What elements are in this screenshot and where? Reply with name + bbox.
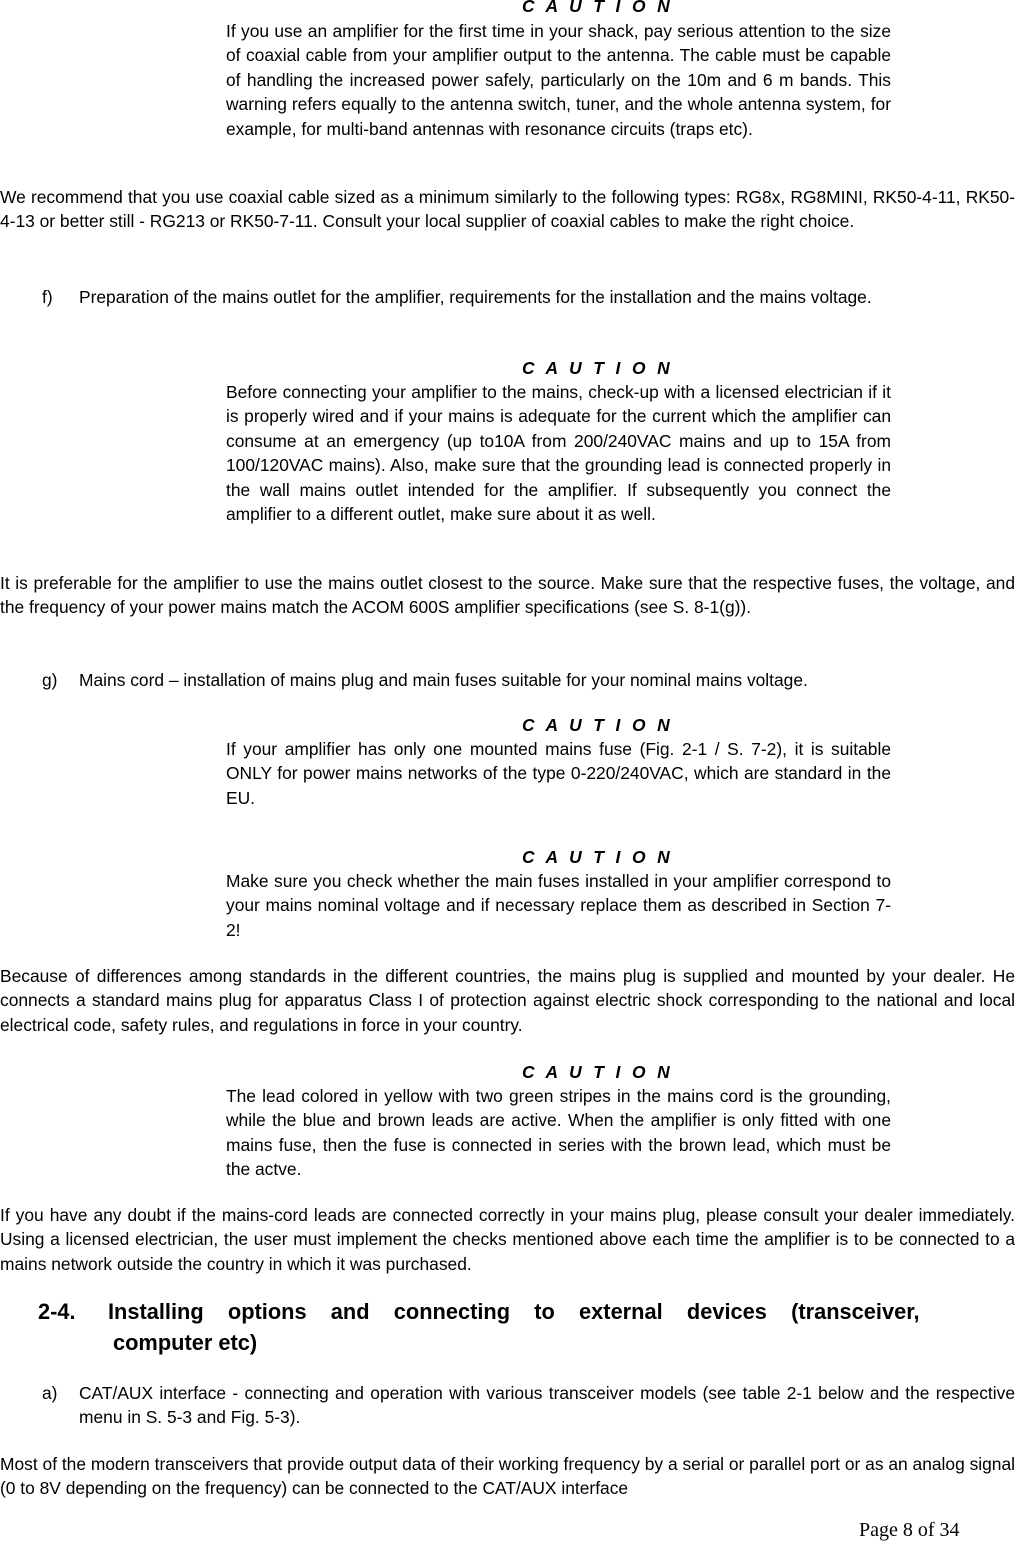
paragraph-mains-cord-doubt: If you have any doubt if the mains-cord leads are connected correctly in your mains plug, please consult your dealer immediately. Using a licensed electrician, the user must implement the checks mentioned above each time the amplifier is to be connected to a mains network outside the country in which it was purchased. bbox=[0, 1205, 1015, 1274]
caution-title: C A U T I O N bbox=[522, 1062, 674, 1082]
list-item-label-a: a) bbox=[42, 1383, 58, 1403]
paragraph-mains-outlet: It is preferable for the amplifier to use the mains outlet closest to the source. Make sure that the respective fuses, the voltage, and the frequency of your power mains match the ACOM 600S amplifier specifications (see S. 8-1(g)). bbox=[0, 573, 1015, 618]
caution-title: C A U T I O N bbox=[522, 847, 674, 867]
page-number: Page 8 of 34 bbox=[859, 1519, 960, 1541]
caution-title: C A U T I O N bbox=[522, 0, 674, 16]
section-number: 2-4. bbox=[38, 1299, 76, 1324]
paragraph-mains-plug: Because of differences among standards in the different countries, the mains plug is supplied and mounted by your dealer. He connects a standard mains plug for apparatus Class I of protection against electric shock corresponding to the national and local electrical code, safety rules, and regulations in force in your country. bbox=[0, 966, 1015, 1035]
list-item-text-f: Preparation of the mains outlet for the amplifier, requirements for the installation and the mains voltage. bbox=[79, 287, 872, 307]
section-heading-line2: computer etc) bbox=[113, 1330, 258, 1355]
caution-text-coax: If you use an amplifier for the first time in your shack, pay serious attention to the size of coaxial cable from your amplifier output to the antenna. The cable must be capable of handling the increased power safely, particularly on the 10m and 6 m bands. This warning refers equally to the antenna switch, tuner, and the whole antenna system, for example, for multi-band antennas with resonance circuits (traps etc). bbox=[226, 21, 891, 139]
paragraph-modern-transceivers: Most of the modern transceivers that provide output data of their working frequency by a serial or parallel port or as an analog signal (0 to 8V depending on the frequency) can be connected to the CAT/AUX interface bbox=[0, 1454, 1015, 1499]
caution-text-check-fuses: Make sure you check whether the main fuses installed in your amplifier correspond to your mains nominal voltage and if necessary replace them as described in Section 7-2! bbox=[226, 871, 891, 940]
caution-text-cord-leads: The lead colored in yellow with two green stripes in the mains cord is the grounding, while the blue and brown leads are active. When the amplifier is only fitted with one mains fuse, then the fuse is connected in series with the brown lead, which must be the actve. bbox=[226, 1086, 891, 1180]
list-item-text-g: Mains cord – installation of mains plug and main fuses suitable for your nominal mains voltage. bbox=[79, 670, 808, 690]
caution-text-mains-wiring: Before connecting your amplifier to the mains, check-up with a licensed electrician if it is properly wired and if your mains is adequate for the current which the amplifier can consume at an emergency (up to10A from 200/240VAC mains and up to 15A from 100/120VAC mains). Also, make sure that the grounding lead is connected properly in the wall mains outlet intended for the amplifier. If subsequently you connect the amplifier to a different outlet, make sure about it as well. bbox=[226, 382, 891, 525]
caution-title: C A U T I O N bbox=[522, 715, 674, 735]
paragraph-coax-recommendation: We recommend that you use coaxial cable sized as a minimum similarly to the following types: RG8x, RG8MINI, RK50-4-11, RK50-4-13 or better still - RG213 or RK50-7-11. Consult your local supplier of coaxial cables to make the right choice. bbox=[0, 187, 1015, 232]
list-item-label-g: g) bbox=[42, 670, 58, 690]
caution-title: C A U T I O N bbox=[522, 358, 674, 378]
list-item-text-a: CAT/AUX interface - connecting and operation with various transceiver models (see table 2-1 below and the respective menu in S. 5-3 and Fig. 5-3). bbox=[79, 1383, 1015, 1428]
caution-text-single-fuse: If your amplifier has only one mounted mains fuse (Fig. 2-1 / S. 7-2), it is suitable ONLY for power mains networks of the type 0-220/240VAC, which are standard in the EU. bbox=[226, 739, 891, 808]
section-heading-line1: Installing options and connecting to external devices (transceiver, bbox=[108, 1299, 920, 1324]
list-item-label-f: f) bbox=[42, 287, 53, 307]
